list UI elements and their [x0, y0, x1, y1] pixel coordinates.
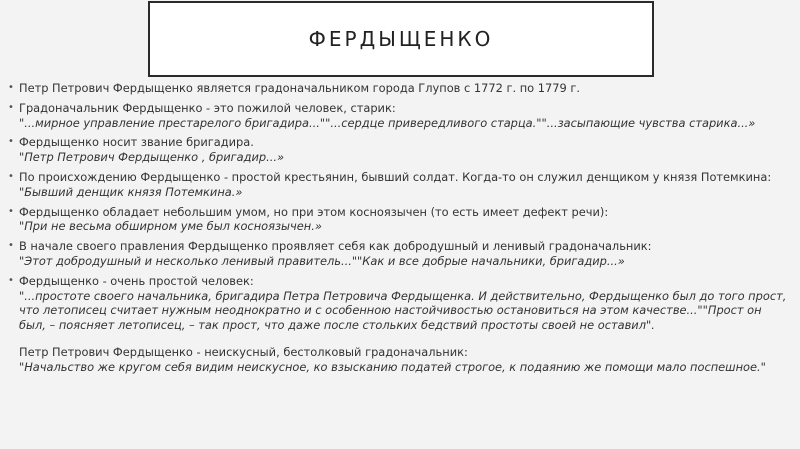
bullet-icon: • — [8, 82, 14, 93]
bullet-text: В начале своего правления Фердыщенко проявляет себя как добродушный и ленивый градоначальник: — [19, 239, 652, 254]
bullet-quote: "Этот добродушный и несколько ленивый правитель...""Как и все добрые начальники, бригадир...» — [19, 253, 625, 268]
bullet-quote: "...простоте своего начальника, бригадира Петра Петровича Фердыщенка. И действительно, Фердыщенко был до того прост, что летописец считает нужным неоднократно и с особенною настойчивостью остановиться на этом качестве...""Прост он был, – поясняет летописец, – так прост, что даже после стольких бедствий простоты своей не оставил". — [19, 288, 787, 333]
title-box — [148, 1, 654, 77]
bullet-item — [8, 81, 788, 96]
bullet-item — [8, 205, 788, 235]
bullet-text: Фердыщенко обладает небольшим умом, но при этом косноязычен (то есть имеет дефект речи): — [19, 204, 609, 219]
bullet-icon: • — [8, 101, 14, 113]
slide-content — [8, 81, 788, 375]
slide-title: ФЕРДЫЩЕНКО — [308, 27, 494, 51]
bullet-icon: • — [8, 205, 14, 217]
bullet-text: Петр Петрович Фердыщенко является градоначальником города Глупов с 1772 г. по 1779 г. — [19, 81, 580, 95]
bullet-item — [8, 170, 788, 200]
bullet-text: Градоначальник Фердыщенко - это пожилой человек, старик: — [19, 100, 396, 115]
bullet-item — [8, 239, 788, 269]
bullet-quote: "...мирное управление престарелого бригадира...""...сердце привередливого старца.""...засыпающие чувства старика...» — [19, 115, 756, 130]
final-text: Петр Петрович Фердыщенко - неискусный, бестолковый градоначальник: — [19, 344, 468, 359]
bullet-icon: • — [8, 274, 14, 286]
bullet-quote: "При не весьма обширном уме был косноязычен.» — [19, 219, 322, 234]
bullet-icon: • — [8, 240, 14, 252]
bullet-icon: • — [8, 170, 14, 182]
bullet-item — [8, 274, 788, 333]
bullet-text: Фердыщенко - очень простой человек: — [19, 273, 254, 288]
bullet-item — [8, 135, 788, 165]
bullet-text: Фердыщенко носит звание бригадира. — [19, 135, 254, 150]
bullet-quote: "Петр Петрович Фердыщенко , бригадир...» — [19, 150, 285, 165]
bullet-text: По происхождению Фердыщенко - простой крестьянин, бывший солдат. Когда-то он служил денщиком у князя Потемкина: — [19, 169, 772, 184]
bullet-quote: "Бывший денщик князя Потемкина.» — [19, 184, 243, 199]
final-paragraph — [8, 345, 788, 375]
bullet-icon: • — [8, 136, 14, 148]
final-quote: "Начальство же кругом себя видим неискусное, ко взысканию податей строгое, к подаянию же помощи мало поспешное." — [19, 359, 766, 374]
bullet-item — [8, 101, 788, 131]
